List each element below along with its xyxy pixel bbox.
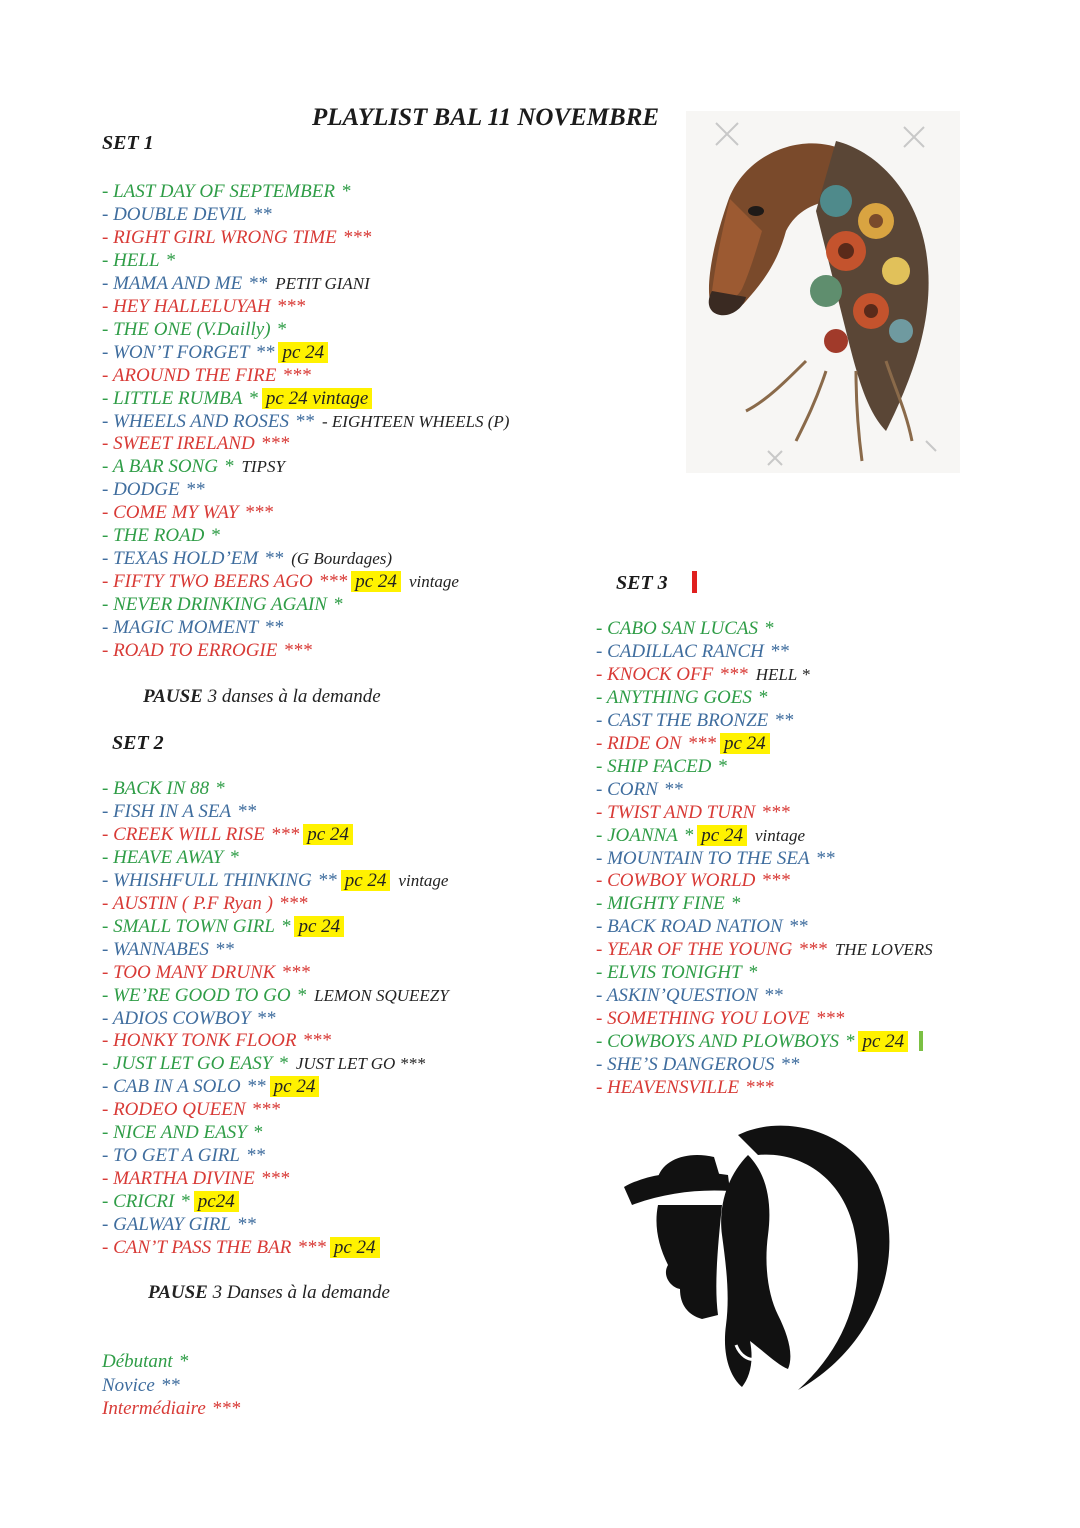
pc24-highlight: pc 24: [270, 1076, 320, 1097]
song-title: - CAB IN A SOLO: [102, 1076, 241, 1098]
level-stars: **: [252, 203, 272, 225]
legend-label: Débutant: [102, 1351, 173, 1372]
level-stars: **: [769, 640, 789, 662]
level-stars: **: [295, 410, 314, 432]
level-stars: **: [663, 778, 683, 800]
level-stars: ***: [815, 1008, 845, 1030]
song-title: - HEAVE AWAY: [102, 846, 224, 868]
song-title: - HONKY TONK FLOOR: [102, 1030, 297, 1052]
song-item: [102, 547, 392, 570]
song-title: - COME MY WAY: [102, 502, 239, 524]
song-title: - AUSTIN ( P.F Ryan ): [102, 892, 273, 914]
page-title: PLAYLIST BAL 11 NOVEMBRE: [312, 104, 660, 131]
song-item: [102, 410, 509, 433]
legend-stars: **: [160, 1374, 180, 1396]
song-item: [102, 869, 448, 892]
song-note: - EIGHTEEN WHEELS (P): [322, 411, 510, 431]
song-title: - LITTLE RUMBA: [102, 387, 243, 409]
song-item: [102, 318, 286, 341]
song-title: - CREEK WILL RISE: [102, 823, 265, 845]
level-stars: **: [780, 1054, 800, 1076]
level-stars: ***: [745, 1077, 774, 1098]
song-note: vintage: [398, 870, 449, 890]
song-title: - MIGHTY FINE: [596, 893, 725, 915]
song-item: [102, 524, 220, 547]
red-marker: [692, 571, 697, 593]
song-title: - TEXAS HOLD’EM: [102, 548, 259, 570]
level-stars: ***: [719, 663, 748, 685]
song-title: - WE’RE GOOD TO GO: [102, 984, 291, 1006]
level-stars: **: [774, 709, 794, 731]
pc24-highlight: pc 24: [278, 342, 328, 363]
song-title: - JOANNA: [596, 824, 678, 846]
song-item: [596, 824, 805, 847]
level-stars: **: [264, 548, 284, 570]
song-item: [102, 1029, 331, 1052]
song-item: [596, 1030, 908, 1053]
song-note: HELL *: [755, 664, 810, 684]
song-item: [596, 640, 789, 663]
pc24-highlight: pc 24: [351, 571, 401, 592]
song-title: - ASKIN’QUESTION: [596, 985, 758, 1007]
song-item: [596, 961, 757, 984]
song-item: [102, 226, 371, 249]
song-note: JUST LET GO ***: [295, 1054, 426, 1074]
level-stars: *: [844, 1031, 855, 1053]
song-title: - A BAR SONG: [102, 456, 218, 478]
pause2: [148, 1282, 390, 1304]
song-note: vintage: [754, 825, 806, 845]
level-stars: ***: [318, 571, 348, 593]
song-title: - CADILLAC RANCH: [596, 640, 764, 662]
song-note: THE LOVERS: [834, 940, 933, 960]
legend-stars: *: [178, 1351, 189, 1372]
pause1-text: 3 danses à la demande: [207, 686, 381, 707]
song-title: - SHE’S DANGEROUS: [596, 1054, 775, 1076]
level-stars: **: [317, 869, 337, 891]
level-stars: ***: [281, 961, 310, 983]
level-stars: *: [229, 846, 239, 868]
song-item: [102, 938, 234, 961]
level-stars: ***: [260, 433, 290, 455]
legend-stars: ***: [211, 1398, 241, 1419]
song-title: - FIFTY TWO BEERS AGO: [102, 571, 313, 593]
song-item: [596, 847, 835, 870]
song-title: - WHISHFULL THINKING: [102, 869, 312, 891]
song-item: [596, 892, 740, 915]
song-item: [102, 915, 344, 938]
level-stars: **: [763, 985, 783, 1007]
song-title: - CRICRI: [102, 1191, 175, 1213]
song-item: [596, 915, 808, 938]
song-title: - FISH IN A SEA: [102, 800, 232, 822]
level-stars: *: [747, 962, 758, 984]
song-title: - TOO MANY DRUNK: [102, 961, 276, 983]
song-title: - BACK IN 88: [102, 778, 210, 799]
song-item: [102, 341, 328, 364]
song-item: [102, 1236, 380, 1259]
song-item: [102, 180, 350, 203]
pause2-label: PAUSE: [148, 1282, 208, 1303]
song-title: - THE ROAD: [102, 525, 205, 547]
song-item: [596, 984, 783, 1007]
song-item: [596, 869, 790, 892]
level-stars: **: [248, 272, 268, 294]
song-title: - SHIP FACED: [596, 755, 712, 777]
level-stars: ***: [279, 892, 308, 914]
song-title: - CAN’T PASS THE BAR: [102, 1237, 292, 1258]
level-stars: *: [248, 387, 258, 409]
song-item: [102, 1052, 425, 1075]
pc24-highlight: pc 24: [341, 870, 391, 891]
song-item: [596, 755, 727, 778]
song-title: - CABO SAN LUCAS: [596, 618, 759, 639]
song-item: [102, 823, 353, 846]
legend-item: [102, 1398, 240, 1420]
song-item: [596, 663, 810, 686]
song-item: [102, 203, 272, 226]
song-note: LEMON SQUEEZY: [314, 985, 449, 1005]
set1-heading: SET 1: [102, 132, 154, 154]
green-marker: [919, 1031, 923, 1051]
song-item: [102, 1190, 239, 1213]
pause1-label: PAUSE: [143, 686, 203, 707]
level-stars: *: [683, 824, 694, 846]
song-title: - BACK ROAD NATION: [596, 916, 783, 938]
horse-flowers-illustration: [686, 111, 960, 473]
level-stars: *: [717, 755, 727, 777]
song-title: - RODEO QUEEN: [102, 1099, 246, 1121]
legend-item: [102, 1351, 188, 1373]
set3-heading: SET 3: [616, 572, 668, 594]
song-item: [102, 593, 343, 616]
song-item: [102, 570, 459, 593]
song-title: - COWBOY WORLD: [596, 870, 756, 892]
pc24-highlight: pc 24 vintage: [262, 388, 372, 409]
song-title: - THE ONE (V.Dailly): [102, 318, 271, 340]
song-title: - YEAR OF THE YOUNG: [596, 939, 793, 961]
song-title: - RIDE ON: [596, 732, 682, 754]
song-item: [102, 1144, 265, 1167]
set2-heading: SET 2: [112, 732, 164, 754]
level-stars: ***: [260, 1168, 290, 1190]
song-title: - JUST LET GO EASY: [102, 1053, 273, 1075]
song-item: [102, 364, 311, 387]
song-item: [102, 1098, 280, 1121]
song-title: - MOUNTAIN TO THE SEA: [596, 847, 810, 869]
song-title: - SMALL TOWN GIRL: [102, 915, 275, 937]
level-stars: *: [340, 181, 351, 202]
song-title: - ROAD TO ERROGIE: [102, 640, 278, 661]
pc24-highlight: pc 24: [303, 824, 353, 845]
level-stars: **: [256, 1007, 276, 1029]
song-title: - KNOCK OFF: [596, 663, 714, 685]
song-item: [102, 892, 308, 915]
legend-item: [102, 1375, 180, 1397]
level-stars: *: [278, 1053, 288, 1075]
level-stars: **: [255, 341, 275, 363]
level-stars: *: [165, 249, 176, 271]
song-item: [102, 272, 370, 295]
song-note: TIPSY: [241, 457, 285, 477]
song-item: [102, 846, 239, 869]
cowboy-horse-logo: [618, 1115, 894, 1395]
song-item: [102, 249, 175, 272]
level-stars: ***: [687, 732, 716, 754]
level-stars: **: [788, 916, 808, 938]
song-title: - TWIST AND TURN: [596, 801, 756, 823]
song-title: - GALWAY GIRL: [102, 1214, 231, 1236]
song-title: - AROUND THE FIRE: [102, 364, 277, 386]
level-stars: ***: [276, 295, 306, 317]
song-item: [596, 686, 767, 709]
song-title: - DODGE: [102, 479, 180, 501]
song-title: - WON’T FORGET: [102, 341, 250, 363]
level-stars: *: [764, 618, 774, 639]
level-stars: ***: [302, 1030, 331, 1052]
level-stars: ***: [342, 226, 372, 248]
song-title: - ADIOS COWBOY: [102, 1007, 251, 1029]
song-title: - SWEET IRELAND: [102, 433, 255, 455]
song-title: - MARTHA DIVINE: [102, 1168, 255, 1190]
song-title: - NEVER DRINKING AGAIN: [102, 594, 327, 616]
song-title: - MAMA AND ME: [102, 272, 243, 294]
song-item: [102, 639, 312, 662]
song-item: [102, 478, 205, 501]
song-item: [102, 1121, 262, 1144]
level-stars: *: [180, 1191, 190, 1213]
song-item: [102, 1167, 289, 1190]
song-title: - CAST THE BRONZE: [596, 709, 769, 731]
pc24-highlight: pc 24: [720, 733, 770, 754]
level-stars: **: [245, 1145, 265, 1167]
song-title: - SOMETHING YOU LOVE: [596, 1008, 810, 1030]
song-title: - HEY HALLELUYAH: [102, 295, 271, 317]
pc24-highlight: pc 24: [697, 825, 747, 846]
song-item: [102, 777, 225, 800]
song-item: [596, 732, 770, 755]
level-stars: ***: [297, 1237, 326, 1258]
song-item: [596, 617, 774, 640]
level-stars: *: [730, 893, 741, 915]
song-item: [102, 1213, 256, 1236]
legend-label: Intermédiaire: [102, 1398, 206, 1419]
level-stars: ***: [283, 640, 312, 661]
song-title: - TO GET A GIRL: [102, 1145, 240, 1167]
song-item: [596, 1007, 844, 1030]
song-item: [102, 432, 289, 455]
level-stars: **: [237, 800, 257, 822]
level-stars: ***: [761, 801, 790, 823]
song-item: [596, 1053, 799, 1076]
pause1: [143, 686, 381, 708]
level-stars: **: [185, 479, 205, 501]
song-title: - ELVIS TONIGHT: [596, 962, 742, 984]
level-stars: ***: [282, 364, 311, 386]
song-title: - LAST DAY OF SEPTEMBER: [102, 181, 335, 202]
pc24-highlight: pc 24: [330, 1237, 380, 1258]
song-item: [102, 1075, 319, 1098]
level-stars: *: [280, 915, 291, 937]
song-note: (G Bourdages): [291, 549, 393, 569]
song-item: [102, 984, 449, 1007]
song-title: - COWBOYS AND PLOWBOYS: [596, 1031, 839, 1053]
song-item: [102, 1007, 275, 1030]
song-item: [102, 501, 273, 524]
song-item: [102, 387, 372, 410]
level-stars: *: [757, 686, 768, 708]
level-stars: **: [214, 938, 234, 960]
song-item: [596, 938, 933, 961]
song-title: - DOUBLE DEVIL: [102, 203, 247, 225]
song-item: [102, 455, 285, 478]
level-stars: ***: [244, 502, 273, 524]
level-stars: ***: [798, 939, 827, 961]
song-item: [102, 961, 310, 984]
level-stars: ***: [270, 823, 300, 845]
song-item: [596, 778, 683, 801]
song-title: - HEAVENSVILLE: [596, 1077, 740, 1098]
song-item: [102, 616, 283, 639]
song-item: [102, 295, 305, 318]
level-stars: *: [215, 778, 225, 799]
song-title: - CORN: [596, 778, 658, 800]
legend-label: Novice: [102, 1374, 155, 1396]
song-title: - ANYTHING GOES: [596, 686, 752, 708]
level-stars: **: [264, 617, 284, 639]
song-item: [102, 800, 256, 823]
level-stars: ***: [761, 870, 790, 892]
level-stars: **: [246, 1076, 266, 1098]
song-title: - NICE AND EASY: [102, 1122, 247, 1144]
song-title: - RIGHT GIRL WRONG TIME: [102, 226, 337, 248]
pc24-highlight: pc 24: [858, 1031, 908, 1052]
level-stars: **: [815, 847, 835, 869]
song-title: - HELL: [102, 249, 160, 271]
pc24-highlight: pc24: [194, 1191, 239, 1212]
level-stars: *: [210, 525, 220, 547]
level-stars: ***: [251, 1099, 281, 1121]
song-item: [596, 709, 793, 732]
level-stars: *: [296, 984, 307, 1006]
song-note: PETIT GIANI: [275, 273, 370, 293]
pause2-text: 3 Danses à la demande: [212, 1282, 390, 1303]
pc24-highlight: pc 24: [294, 916, 344, 937]
level-stars: *: [333, 594, 343, 616]
level-stars: *: [223, 456, 234, 478]
level-stars: *: [252, 1122, 263, 1144]
song-note: vintage: [408, 572, 459, 592]
song-title: - WHEELS AND ROSES: [102, 410, 289, 432]
song-item: [596, 1076, 774, 1099]
level-stars: **: [236, 1214, 256, 1236]
song-item: [596, 801, 790, 824]
level-stars: *: [276, 318, 287, 340]
song-title: - WANNABES: [102, 938, 209, 960]
song-title: - MAGIC MOMENT: [102, 617, 259, 639]
